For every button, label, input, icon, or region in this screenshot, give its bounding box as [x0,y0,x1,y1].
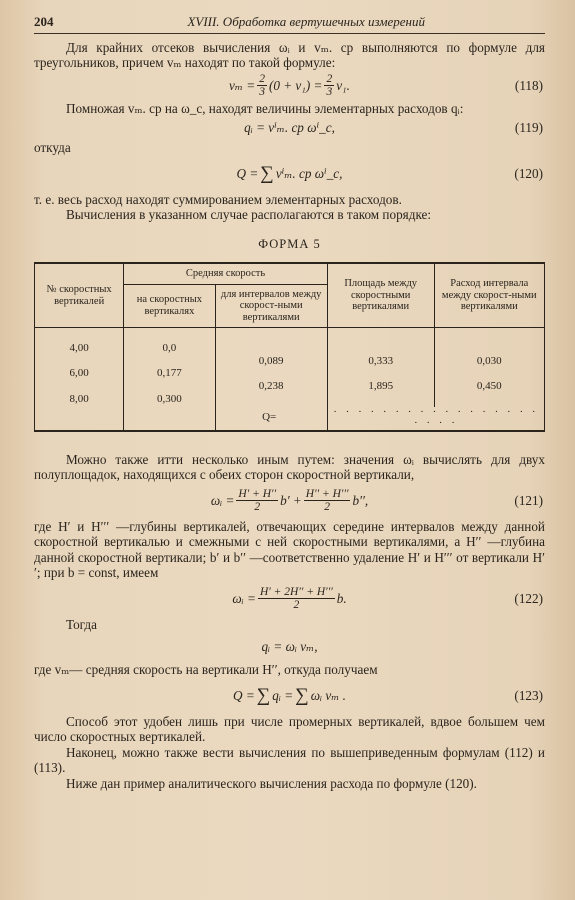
table-row [35,342,545,356]
eq118-frac1-num: 2 [259,73,265,85]
table-cell [124,356,215,368]
table-cell [327,393,434,407]
eq121-mid: b′ + [280,492,302,508]
eq118-frac2-num: 2 [326,73,333,85]
eq118-frac2 [324,73,334,98]
eq122-frac-den: 2 [293,599,300,611]
table-cell [327,367,434,381]
eq118-frac1-den: 3 [259,86,265,98]
eq121-frac1-den: 2 [254,501,261,513]
eq120-number: (120) [514,165,543,181]
eq120-rhs: vⁱₘ. ср ωⁱ_c, [275,165,343,181]
table-cell [434,342,544,356]
eq118-lhs: vₘ = [229,77,256,93]
eq123-number: (123) [514,687,543,703]
total-label: Q= [215,407,327,431]
table-cell: 0,450 [434,381,544,393]
table-row [35,356,545,368]
table-cell: 4,00 [35,342,124,356]
paragraph-8: Тогда [66,616,97,632]
equation-unnumbered [34,632,545,662]
table-row [35,381,545,393]
col-header-area: Площадь между скоростными вертикалями [327,263,434,328]
equation-122 [34,581,545,617]
form-5-table [34,262,545,432]
table-cell [434,367,544,381]
eq121-number: (121) [514,492,543,508]
table-cell [124,381,215,393]
paragraph-10: Способ этот удобен лишь при числе промерных вертикалей, вдвое большем чем число скоростных вертикалей. [34,713,545,744]
paragraph-4: т. е. весь расход находят суммированием элементарных расходов. [34,191,402,207]
eq123-rhs: ωᵢ vₘ . [310,687,346,703]
page-number: 204 [34,14,54,29]
eq119-number: (119) [514,120,543,136]
table-cell: 0,333 [327,356,434,368]
paragraph-11: Наконец, можно также вести вычисления по вышеприведенным формулам (112) и (113). [34,744,545,775]
table-row [35,393,545,407]
table-cell [35,381,124,393]
paragraph-12: Ниже дан пример аналитического вычисления расхода по формуле (120). [66,775,477,791]
paragraph-6: Можно также итти несколько иным путем: значения ωᵢ вычислять для двух полуплощадок, находящихся с обеих сторон скоростной вертикали, [34,451,545,482]
col-header-discharge: Расход интервала между скорост-ными вертикалями [434,263,544,328]
equation-119 [34,116,545,140]
col-header-verticals: № скоростных вертикалей [35,263,124,328]
eq123-sum-sign-2: ∑ [295,684,309,706]
eq123-mid: qᵢ = [272,687,294,703]
eq121-lhs: ωᵢ = [210,492,235,508]
running-header [34,14,545,34]
table-cell [327,342,434,356]
table-cell: 0,0 [124,342,215,356]
col-header-at-verticals: на скоростных вертикалях [124,284,215,328]
table-cell: 6,00 [35,367,124,381]
eq118-frac2-den: 3 [326,86,333,98]
col-header-for-intervals: для интервалов между скорост-ными вертикалями [215,284,327,328]
eq122-frac [258,586,335,611]
eq122-frac-num: H′ + 2H′′ + H′′′ [259,586,333,598]
eq121-rhs: b′′, [352,492,369,508]
table-cell: 1,895 [327,381,434,393]
equation-120 [34,156,545,192]
equation-118 [34,71,545,101]
form-title: ФОРМА 5 [258,236,321,251]
table-row [35,367,545,381]
eq-unnumbered-text: qᵢ = ωᵢ vₘ, [261,639,318,655]
eq118-rhs: v₁. [336,77,350,93]
eq121-frac2-den: 2 [324,501,330,513]
table-cell: 0,238 [215,381,327,393]
table-cell: 8,00 [35,393,124,407]
eq120-lhs: Q = [236,165,259,181]
eq121-frac2 [304,488,351,513]
eq122-lhs: ωᵢ = [232,590,256,606]
table-cell [215,393,327,407]
chapter-title: XVIII. Обработка вертушечных измерений [187,14,425,29]
table-total-row [35,407,545,431]
eq122-number: (122) [514,590,543,606]
table-cell [434,393,544,407]
equation-121 [34,483,545,519]
col-header-mean-velocity: Средняя скорость [124,263,328,284]
eq119-text: qᵢ = vⁱₘ. ср ωⁱ_c, [244,120,335,136]
eq118-mid: (0 + v₁) = [268,77,323,93]
paragraph-7: где H′ и H′′′ —глубины вертикалей, отвечающих середине интервалов между данной скоростной вертикалью и смежными с ней скоростными вертикалями, а H′′ —глубина данной скоростной вертикали; b′ и b′′ —соответственно удаление H′ и H′′′ от вертикали H′′; при b = const, имеем [34,518,545,580]
table-cell [215,342,327,356]
paragraph-2: Помножая vₘ. ср на ω_c, находят величины элементарных расходов qᵢ: [66,100,464,116]
equation-123 [34,678,545,714]
eq121-frac1 [236,488,278,513]
eq121-frac2-num: H′′ + H′′′ [305,488,349,500]
eq118-number: (118) [514,77,543,93]
eq123-sum-sign-1: ∑ [256,684,271,706]
table-cell: 0,177 [124,367,215,381]
paragraph-3: откуда [34,140,71,155]
paragraph-5: Вычисления в указанном случае располагаются в таком порядке: [66,207,432,222]
total-dots: · · · · · · · · · · · · · · · · · · · · · [327,407,544,431]
eq123-lhs: Q = [233,687,255,703]
paragraph-9: где vₘ— средняя скорость на вертикали H′′, откуда получаем [34,662,378,677]
eq122-rhs: b. [336,590,347,606]
table-cell: 0,300 [124,393,215,407]
table-cell: 0,030 [434,356,544,368]
table-cell [215,367,327,381]
table-cell [35,356,124,368]
eq118-frac1 [257,73,267,98]
eq120-sum-sign: ∑ [260,162,274,184]
table-cell: 0,089 [215,356,327,368]
eq121-frac1-num: H′ + H′′ [238,488,277,500]
paragraph-1: Для крайних отсеков вычисления ωᵢ и vₘ. ср выполняются по формуле для треугольников, причем vₘ находят по такой формуле: [34,39,545,70]
